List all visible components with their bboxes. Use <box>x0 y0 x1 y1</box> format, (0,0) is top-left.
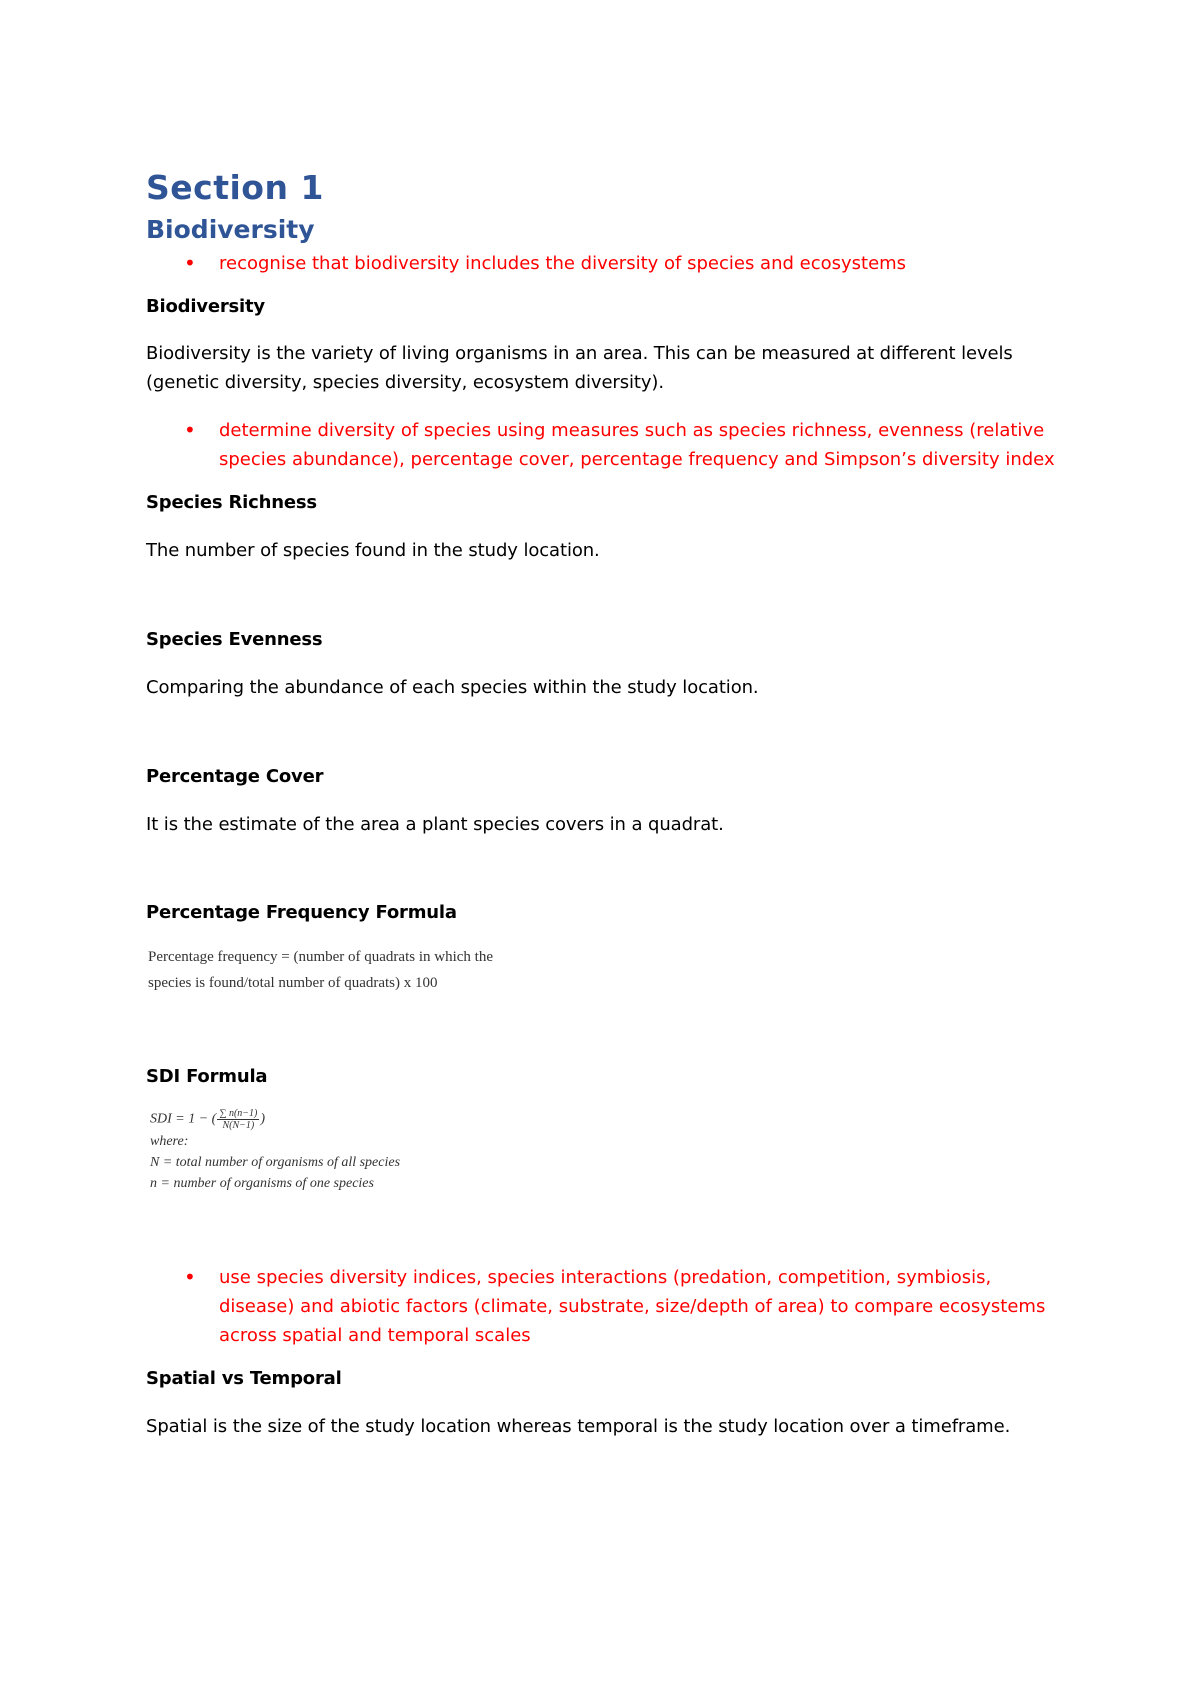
sdi-formula <box>150 1108 400 1194</box>
bullet-icon: • <box>184 418 196 442</box>
paragraph-species-richness: The number of species found in the study location. <box>146 540 600 561</box>
sdi-fraction <box>217 1108 259 1131</box>
percentage-frequency-formula <box>148 944 493 996</box>
heading-biodiversity: Biodiversity <box>146 296 265 317</box>
sdi-N-definition: N = total number of organisms of all species <box>150 1155 401 1170</box>
heading-species-richness: Species Richness <box>146 492 317 513</box>
outcome-bullet-1 <box>184 249 1064 278</box>
outcome-bullet-3 <box>184 1263 1064 1350</box>
paragraph-spatial-temporal: Spatial is the size of the study location whereas temporal is the study location over a timeframe. <box>146 1416 1011 1437</box>
outcome-text: determine diversity of species using measures such as species richness, evenness (relative species abundance), percentage cover, percentage frequency and Simpson’s diversity index <box>219 420 1055 470</box>
heading-spatial-temporal: Spatial vs Temporal <box>146 1368 342 1389</box>
heading-percentage-frequency: Percentage Frequency Formula <box>146 902 457 923</box>
heading-species-evenness: Species Evenness <box>146 629 323 650</box>
paragraph-species-evenness: Comparing the abundance of each species within the study location. <box>146 677 759 698</box>
section-title: Section 1 <box>146 168 324 207</box>
formula-line-2: species is found/total number of quadrats) x 100 <box>148 975 438 991</box>
sdi-numerator: ∑ n(n−1) <box>219 1108 258 1119</box>
topic-title: Biodiversity <box>146 215 315 244</box>
bullet-icon: • <box>184 251 196 275</box>
heading-percentage-cover: Percentage Cover <box>146 766 324 787</box>
sdi-equation-prefix: SDI = 1 − ( <box>150 1111 217 1127</box>
paragraph-biodiversity: Biodiversity is the variety of living organisms in an area. This can be measured at different levels (genetic diversity, species diversity, ecosystem diversity). <box>146 343 1013 393</box>
sdi-where: where: <box>150 1134 189 1149</box>
sdi-equation-suffix: ) <box>260 1111 266 1127</box>
heading-sdi-formula: SDI Formula <box>146 1066 268 1087</box>
outcome-text: use species diversity indices, species interactions (predation, competition, symbiosis, disease) and abiotic factors (climate, substrate, size/depth of area) to compare ecosystems across spatial and temporal scales <box>219 1267 1046 1346</box>
paragraph-percentage-cover: It is the estimate of the area a plant species covers in a quadrat. <box>146 814 724 835</box>
bullet-icon: • <box>184 1265 196 1289</box>
sdi-n-definition: n = number of organisms of one species <box>150 1176 374 1191</box>
sdi-denominator: N(N−1) <box>222 1120 255 1131</box>
outcome-text: recognise that biodiversity includes the diversity of species and ecosystems <box>219 253 907 274</box>
outcome-bullet-2 <box>184 416 1064 474</box>
sdi-equation <box>150 1108 400 1131</box>
formula-line-1: Percentage frequency = (number of quadrats in which the <box>148 949 493 965</box>
